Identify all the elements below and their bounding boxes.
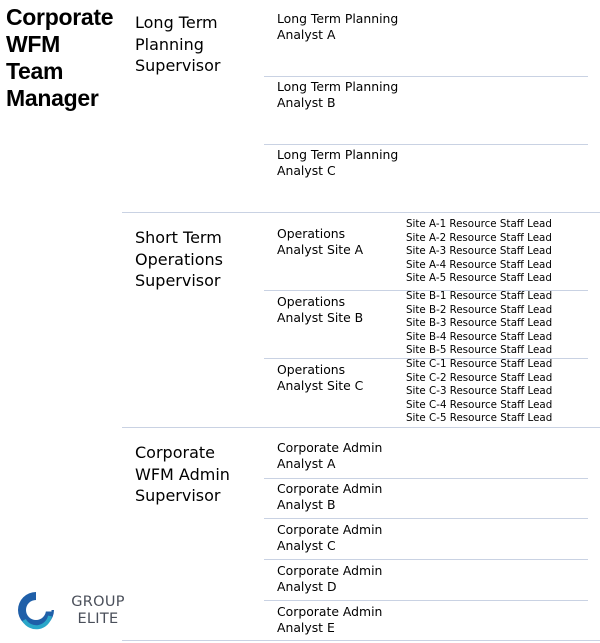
staff-lead: Site C-2 Resource Staff Lead	[406, 371, 553, 384]
site-a-leads	[406, 218, 596, 286]
supervisor-label: Planning	[135, 34, 204, 54]
analyst-divider	[264, 559, 588, 560]
analyst-divider	[264, 478, 588, 479]
admin-analyst	[277, 522, 402, 554]
page-title	[6, 4, 122, 112]
section-divider	[122, 427, 600, 428]
supervisor-label: Supervisor	[135, 56, 221, 75]
logo-line: GROUP	[71, 594, 125, 610]
section-divider	[122, 212, 600, 213]
logo-wordmark	[63, 594, 133, 628]
site-c-leads	[406, 358, 596, 426]
analyst-divider	[264, 600, 588, 601]
analyst-label: Analyst D	[277, 579, 337, 594]
title-line: Team	[6, 58, 64, 84]
admin-analyst	[277, 604, 402, 636]
analyst-label: Analyst Site C	[277, 378, 364, 393]
title-line: Manager	[6, 85, 99, 111]
supervisor-label: Long Term	[135, 13, 218, 32]
operations-analyst	[277, 362, 402, 394]
site-b-leads	[406, 290, 596, 358]
analyst-label: Operations	[277, 362, 346, 377]
staff-lead: Site B-1 Resource Staff Lead	[406, 290, 553, 302]
supervisor-corporate-wfm-admin	[135, 442, 265, 507]
analyst-label: Analyst C	[277, 163, 336, 178]
staff-lead: Site A-3 Resource Staff Lead	[406, 245, 552, 258]
analyst-label: Long Term Planning	[277, 147, 399, 162]
analyst-label: Long Term Planning	[277, 11, 399, 26]
analyst-label: Corporate Admin	[277, 440, 383, 455]
title-line: WFM	[6, 31, 61, 57]
operations-analyst	[277, 226, 402, 258]
operations-analyst	[277, 294, 402, 326]
staff-lead: Site B-3 Resource Staff Lead	[406, 317, 553, 330]
analyst-label: Corporate Admin	[277, 604, 383, 619]
staff-lead: Site B-5 Resource Staff Lead	[406, 344, 553, 357]
staff-lead: Site C-3 Resource Staff Lead	[406, 385, 553, 398]
supervisor-label: Short Term	[135, 228, 222, 247]
supervisor-short-term-operations	[135, 227, 265, 292]
analyst-label: Long Term Planning	[277, 79, 399, 94]
supervisor-label: Corporate	[135, 443, 215, 462]
analyst-label: Corporate Admin	[277, 563, 383, 578]
analyst-label: Analyst E	[277, 620, 335, 635]
analyst-divider	[264, 518, 588, 519]
supervisor-label: Supervisor	[135, 486, 221, 505]
title-line: Corporate	[6, 4, 114, 30]
long-term-analyst	[277, 79, 402, 111]
supervisor-long-term-planning	[135, 12, 265, 77]
staff-lead: Site A-4 Resource Staff Lead	[406, 258, 552, 271]
analyst-label: Analyst C	[277, 538, 336, 553]
staff-lead: Site C-4 Resource Staff Lead	[406, 398, 553, 411]
admin-analyst	[277, 440, 402, 472]
section-divider	[122, 640, 600, 641]
analyst-label: Analyst B	[277, 95, 336, 110]
analyst-label: Corporate Admin	[277, 522, 383, 537]
long-term-analyst	[277, 147, 402, 179]
analyst-divider	[264, 144, 588, 145]
analyst-label: Analyst Site A	[277, 242, 364, 257]
supervisor-label: WFM Admin	[135, 464, 230, 484]
analyst-label: Operations	[277, 226, 346, 241]
staff-lead: Site B-4 Resource Staff Lead	[406, 330, 553, 343]
analyst-label: Analyst Site B	[277, 310, 364, 325]
analyst-label: Analyst A	[277, 456, 336, 471]
analyst-divider	[264, 76, 588, 77]
analyst-label: Corporate Admin	[277, 481, 383, 496]
analyst-label: Analyst B	[277, 497, 336, 512]
staff-lead: Site B-2 Resource Staff Lead	[406, 303, 553, 316]
admin-analyst	[277, 481, 402, 513]
staff-lead: Site C-5 Resource Staff Lead	[406, 412, 553, 425]
analyst-label: Operations	[277, 294, 346, 309]
analyst-label: Analyst A	[277, 27, 336, 42]
admin-analyst	[277, 563, 402, 595]
staff-lead: Site C-1 Resource Staff Lead	[406, 358, 553, 370]
staff-lead: Site A-1 Resource Staff Lead	[406, 218, 552, 230]
long-term-analyst	[277, 11, 402, 43]
logo-line: ELITE	[77, 611, 119, 627]
staff-lead: Site A-5 Resource Staff Lead	[406, 272, 552, 285]
staff-lead: Site A-2 Resource Staff Lead	[406, 231, 552, 244]
supervisor-label: Operations	[135, 249, 223, 269]
supervisor-label: Supervisor	[135, 271, 221, 290]
